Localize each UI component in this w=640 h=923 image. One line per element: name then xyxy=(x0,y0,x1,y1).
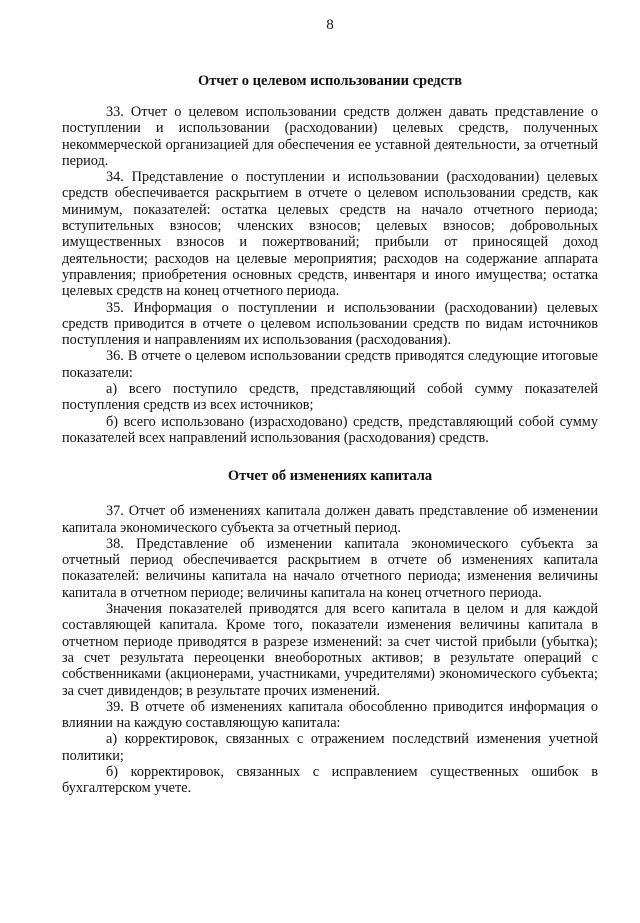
paragraph-33: 33. Отчет о целевом использовании средств должен давать представление о поступлении и использовании (расходовании) целевых средств, полученных некоммерческой организацией для обеспечения ее уставной деятельности, за отчетный период. xyxy=(62,104,598,169)
paragraph-35: 35. Информация о поступлении и использовании (расходовании) целевых средств приводится в отчете о целевом использовании средств по видам источников поступления и направлениям их использования (расходования). xyxy=(62,299,598,349)
paragraph-36: 36. В отчете о целевом использовании средств приводятся следующие итоговые показатели: xyxy=(62,348,598,381)
paragraph-36-b: б) всего использовано (израсходовано) средств, представляющий собой сумму показателей всех направлений использования (расходования) средств. xyxy=(62,413,598,446)
paragraph-37: 37. Отчет об изменениях капитала должен давать представление об изменении капитала экономического субъекта за отчетный период. xyxy=(62,503,598,536)
section-title-target-use: Отчет о целевом использовании средств xyxy=(197,73,463,89)
paragraph-39-b: б) корректировок, связанных с исправлением существенных ошибок в бухгалтерском учете. xyxy=(62,763,598,797)
paragraph-39-a: а) корректировок, связанных с отражением последствий изменения учетной политики; xyxy=(62,731,598,764)
paragraph-36-a: а) всего поступило средств, представляющий собой сумму показателей поступления средств из всех источников; xyxy=(62,381,598,414)
paragraph-38: 38. Представление об изменении капитала экономического субъекта за отчетный период обеспечивается раскрытием в отчете об изменениях капитала показателей: величины капитала на начало отчетного периода; изменения величины капитала в отчетном периоде; величины капитала на конец отчетного периода. xyxy=(62,535,598,601)
paragraph-34: 34. Представление о поступлении и использовании (расходовании) целевых средств обеспечивается раскрытием в отчете о целевом использовании средств, как минимум, показателей: остатка целевых средств на начало отчетного периода; вступительных взносов; членских взносов; целевых взносов; добровольных имущественных взносов и пожертвований; прибыли от приносящей доход деятельности; расходов на целевые мероприятия; расходов на содержание аппарата управления; приобретения основных средств, инвентаря и иного имущества; остатка целевых средств на конец отчетного периода. xyxy=(62,169,598,300)
section-title-capital-changes: Отчет об изменениях капитала xyxy=(227,468,433,485)
paragraph-39: 39. В отчете об изменениях капитала обособленно приводится информация о влиянии на каждую составляющую капитала: xyxy=(62,698,598,732)
paragraph-38-continued: Значения показателей приводятся для всего капитала в целом и для каждой составляющей капитала. Кроме того, показатели изменения величины капитала в отчетном периоде приводятся в разрезе изменений: за счет чистой прибыли (убытка); за счет результата переоценки внеоборотных активов; в результате операций с собственниками (акционерами, участниками, учредителями) экономического субъекта; за счет дивидендов; в результате прочих изменений. xyxy=(62,601,598,699)
page-number: 8 xyxy=(326,17,334,33)
